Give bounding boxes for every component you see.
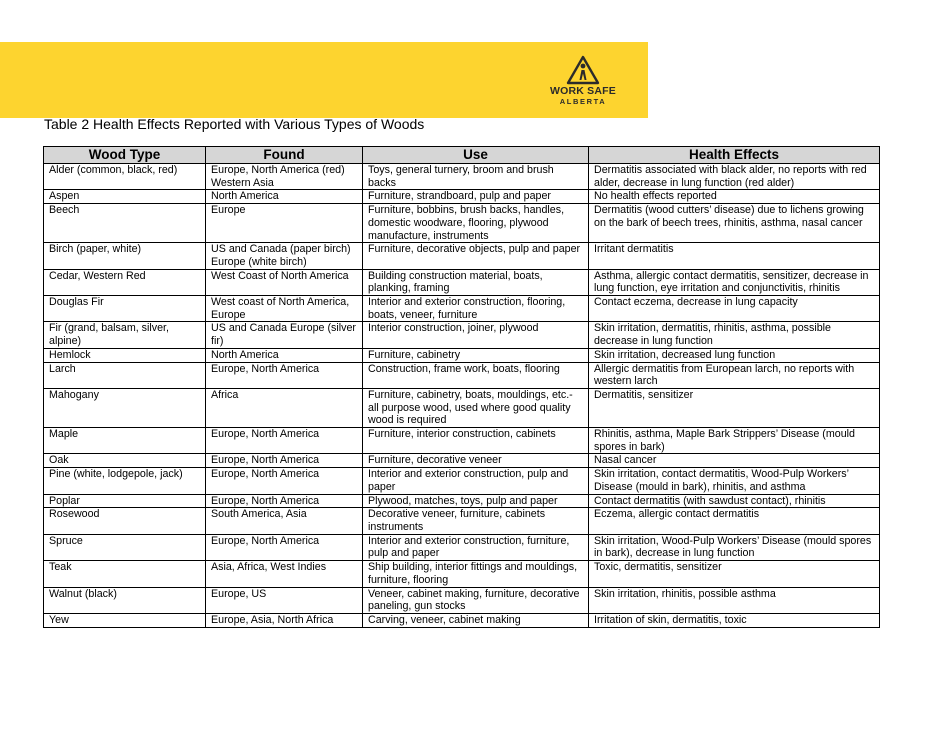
table-row	[44, 388, 880, 427]
cell-use: Building construction material, boats, planking, framing	[363, 269, 589, 295]
cell-found: Europe, North America	[206, 428, 363, 454]
cell-wood-type: Pine (white, lodgepole, jack)	[44, 468, 206, 494]
cell-use: Interior and exterior construction, flooring, boats, veneer, furniture	[363, 296, 589, 322]
cell-found: West Coast of North America	[206, 269, 363, 295]
cell-found: Europe, North America	[206, 494, 363, 508]
cell-health-effects: Irritation of skin, dermatitis, toxic	[589, 613, 880, 627]
cell-use: Interior construction, joiner, plywood	[363, 322, 589, 348]
cell-found: Europe, North America (red) Western Asia	[206, 164, 363, 190]
table-row	[44, 534, 880, 560]
cell-wood-type: Maple	[44, 428, 206, 454]
cell-use: Furniture, bobbins, brush backs, handles, domestic woodware, flooring, plywood manufacture, instruments	[363, 204, 589, 243]
cell-health-effects: Dermatitis, sensitizer	[589, 388, 880, 427]
cell-wood-type: Rosewood	[44, 508, 206, 534]
cell-wood-type: Mahogany	[44, 388, 206, 427]
table-row	[44, 243, 880, 269]
cell-found: Europe, US	[206, 587, 363, 613]
work-safe-alberta-logo	[544, 55, 622, 113]
cell-wood-type: Alder (common, black, red)	[44, 164, 206, 190]
cell-use: Carving, veneer, cabinet making	[363, 613, 589, 627]
table-row	[44, 269, 880, 295]
cell-wood-type: Douglas Fir	[44, 296, 206, 322]
cell-use: Interior and exterior construction, furniture, pulp and paper	[363, 534, 589, 560]
cell-found: West coast of North America, Europe	[206, 296, 363, 322]
cell-use: Veneer, cabinet making, furniture, decorative paneling, gun stocks	[363, 587, 589, 613]
cell-found: Africa	[206, 388, 363, 427]
cell-found: Europe, Asia, North Africa	[206, 613, 363, 627]
table-row	[44, 587, 880, 613]
cell-health-effects: Rhinitis, asthma, Maple Bark Strippers’ Disease (mould spores in bark)	[589, 428, 880, 454]
cell-found: US and Canada Europe (silver fir)	[206, 322, 363, 348]
cell-health-effects: Skin irritation, contact dermatitis, Wood-Pulp Workers’ Disease (mould in bark), rhinitis, and asthma	[589, 468, 880, 494]
cell-health-effects: Toxic, dermatitis, sensitizer	[589, 561, 880, 587]
table-row	[44, 468, 880, 494]
cell-health-effects: Skin irritation, Wood-Pulp Workers’ Disease (mould spores in bark), decrease in lung function	[589, 534, 880, 560]
cell-health-effects: Irritant dermatitis	[589, 243, 880, 269]
table-caption: Table 2 Health Effects Reported with Various Types of Woods	[44, 116, 425, 132]
cell-use: Plywood, matches, toys, pulp and paper	[363, 494, 589, 508]
cell-found: US and Canada (paper birch) Europe (white birch)	[206, 243, 363, 269]
cell-found: Asia, Africa, West Indies	[206, 561, 363, 587]
cell-wood-type: Spruce	[44, 534, 206, 560]
header-found: Found	[206, 147, 363, 164]
table-row	[44, 508, 880, 534]
warning-triangle-person-icon	[566, 55, 600, 85]
cell-found: Europe	[206, 204, 363, 243]
cell-health-effects: Nasal cancer	[589, 454, 880, 468]
header-health-effects: Health Effects	[589, 147, 880, 164]
health-effects-table	[43, 146, 880, 628]
table-row	[44, 362, 880, 388]
cell-found: North America	[206, 348, 363, 362]
table-row	[44, 164, 880, 190]
cell-use: Decorative veneer, furniture, cabinets instruments	[363, 508, 589, 534]
table-row	[44, 494, 880, 508]
cell-use: Furniture, cabinetry	[363, 348, 589, 362]
cell-use: Ship building, interior fittings and mouldings, furniture, flooring	[363, 561, 589, 587]
table-row	[44, 428, 880, 454]
cell-wood-type: Oak	[44, 454, 206, 468]
cell-use: Construction, frame work, boats, flooring	[363, 362, 589, 388]
cell-use: Furniture, cabinetry, boats, mouldings, etc.- all purpose wood, used where good quality wood is required	[363, 388, 589, 427]
cell-health-effects: Allergic dermatitis from European larch, no reports with western larch	[589, 362, 880, 388]
table-row	[44, 561, 880, 587]
table-row	[44, 322, 880, 348]
cell-health-effects: Skin irritation, decreased lung function	[589, 348, 880, 362]
cell-wood-type: Cedar, Western Red	[44, 269, 206, 295]
cell-use: Furniture, strandboard, pulp and paper	[363, 190, 589, 204]
cell-found: South America, Asia	[206, 508, 363, 534]
cell-use: Furniture, decorative objects, pulp and paper	[363, 243, 589, 269]
table-row	[44, 613, 880, 627]
table-row	[44, 348, 880, 362]
cell-wood-type: Yew	[44, 613, 206, 627]
cell-health-effects: Contact eczema, decrease in lung capacity	[589, 296, 880, 322]
cell-use: Interior and exterior construction, pulp and paper	[363, 468, 589, 494]
cell-found: Europe, North America	[206, 362, 363, 388]
cell-health-effects: Asthma, allergic contact dermatitis, sensitizer, decrease in lung function, eye irritation and conjunctivitis, rhinitis	[589, 269, 880, 295]
cell-health-effects: No health effects reported	[589, 190, 880, 204]
cell-wood-type: Walnut (black)	[44, 587, 206, 613]
cell-wood-type: Larch	[44, 362, 206, 388]
logo-line-2: ALBERTA	[559, 97, 607, 106]
cell-wood-type: Fir (grand, balsam, silver, alpine)	[44, 322, 206, 348]
header-use: Use	[363, 147, 589, 164]
table-row	[44, 296, 880, 322]
cell-health-effects: Eczema, allergic contact dermatitis	[589, 508, 880, 534]
cell-health-effects: Contact dermatitis (with sawdust contact), rhinitis	[589, 494, 880, 508]
cell-found: Europe, North America	[206, 534, 363, 560]
cell-found: Europe, North America	[206, 454, 363, 468]
cell-wood-type: Aspen	[44, 190, 206, 204]
table-row	[44, 454, 880, 468]
cell-wood-type: Hemlock	[44, 348, 206, 362]
cell-found: North America	[206, 190, 363, 204]
cell-wood-type: Poplar	[44, 494, 206, 508]
cell-use: Furniture, interior construction, cabinets	[363, 428, 589, 454]
table-row	[44, 190, 880, 204]
cell-health-effects: Skin irritation, dermatitis, rhinitis, asthma, possible decrease in lung function	[589, 322, 880, 348]
cell-use: Furniture, decorative veneer	[363, 454, 589, 468]
header-wood-type: Wood Type	[44, 147, 206, 164]
cell-wood-type: Teak	[44, 561, 206, 587]
cell-health-effects: Skin irritation, rhinitis, possible asthma	[589, 587, 880, 613]
logo-line-1: WORK SAFE	[550, 85, 616, 97]
cell-health-effects: Dermatitis associated with black alder, no reports with red alder, decrease in lung function (red alder)	[589, 164, 880, 190]
table-row	[44, 204, 880, 243]
cell-found: Europe, North America	[206, 468, 363, 494]
cell-health-effects: Dermatitis (wood cutters’ disease) due to lichens growing on the bark of beech trees, rhinitis, asthma, nasal cancer	[589, 204, 880, 243]
cell-wood-type: Beech	[44, 204, 206, 243]
table-header-row	[44, 147, 880, 164]
cell-use: Toys, general turnery, broom and brush backs	[363, 164, 589, 190]
cell-wood-type: Birch (paper, white)	[44, 243, 206, 269]
